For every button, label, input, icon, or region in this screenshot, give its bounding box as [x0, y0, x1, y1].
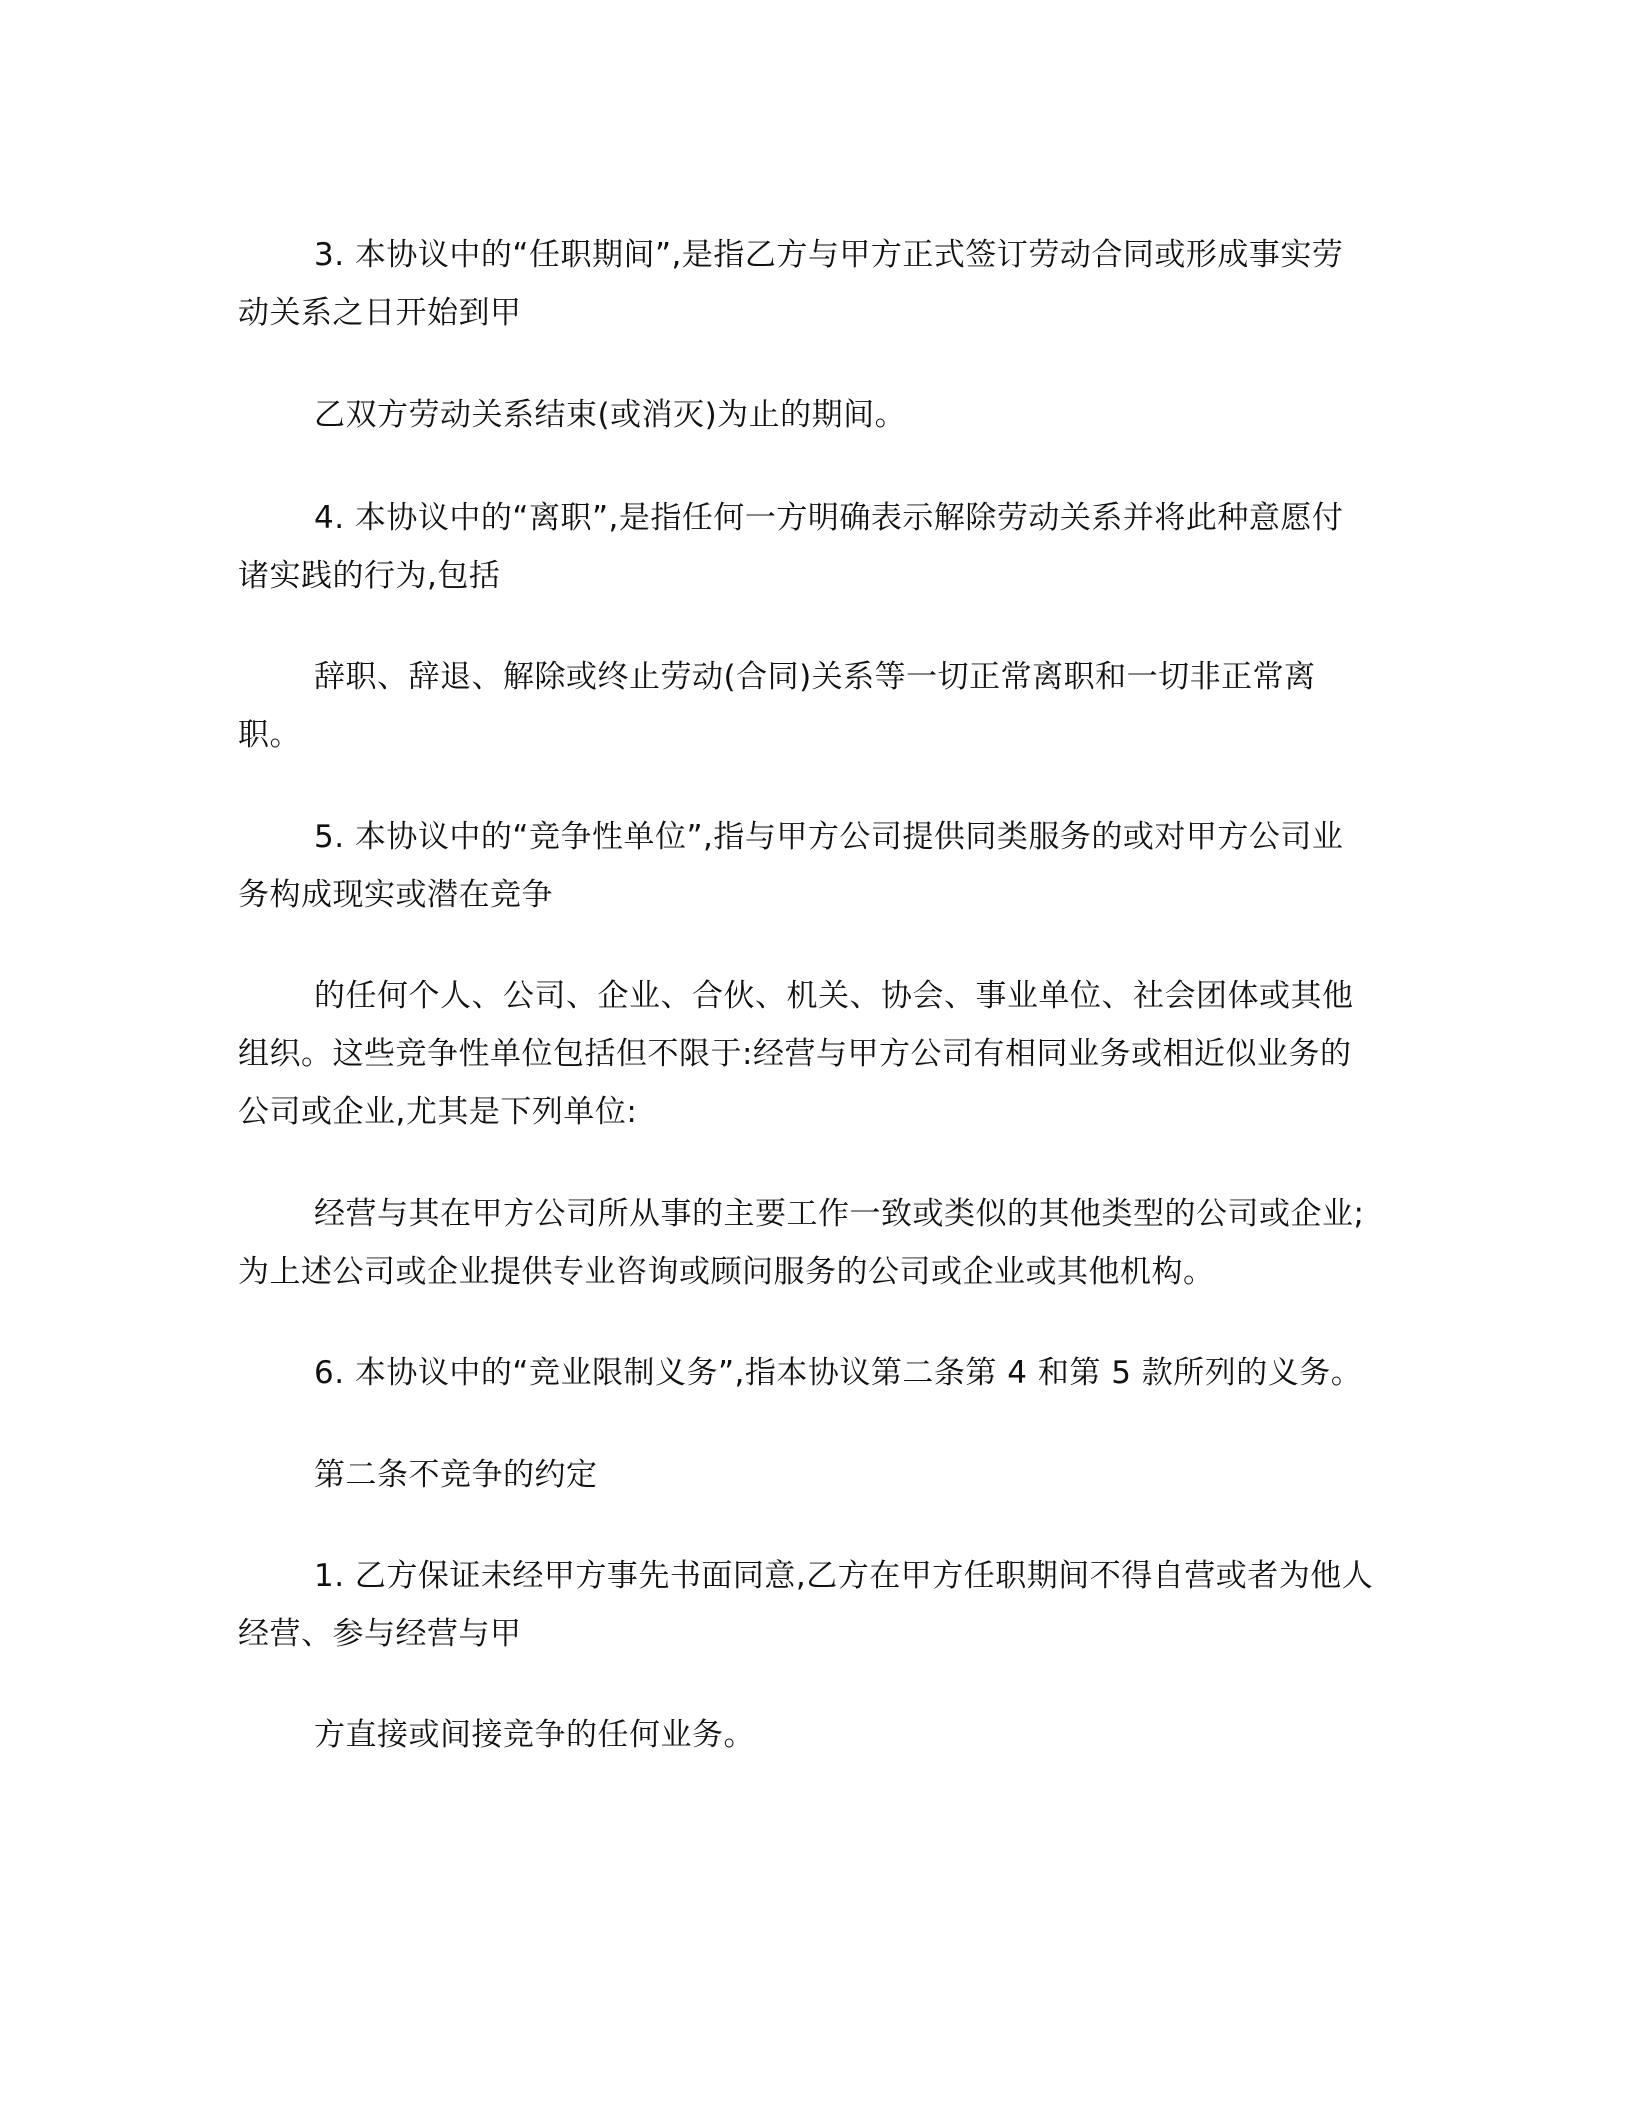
paragraph-clause-1-5: [238, 808, 1384, 924]
text-line: 3. 本协议中的“任职期间”,是指乙方与甲方正式签订劳动合同或形成事实劳: [314, 237, 1344, 273]
text-line: 经营、参与经营与甲: [238, 1616, 522, 1652]
paragraph-clause-1-6: [238, 1344, 1384, 1402]
text-line: 6. 本协议中的“竞业限制义务”,指本协议第二条第 4 和第 5 款所列的义务。: [314, 1355, 1363, 1391]
text-line: 务构成现实或潜在竞争: [238, 877, 553, 913]
text-line: 第二条不竞争的约定: [314, 1457, 598, 1493]
text-line: 为上述公司或企业提供专业咨询或顾问服务的公司或企业或其他机构。: [238, 1254, 1215, 1290]
text-line: 职。: [238, 717, 301, 753]
paragraph-clause-1-3-cont: [238, 386, 1384, 444]
paragraph-clause-1-5-cont: [238, 967, 1384, 1141]
text-line: 乙双方劳动关系结束(或消灭)为止的期间。: [314, 397, 907, 433]
text-line: 方直接或间接竞争的任何业务。: [314, 1717, 755, 1753]
text-line: 诸实践的行为,包括: [238, 558, 501, 594]
text-line: 组织。这些竞争性单位包括但不限于:经营与甲方公司有相同业务或相近似业务的: [238, 1036, 1352, 1072]
paragraph-competitor-list: [238, 1185, 1384, 1301]
paragraph-clause-1-4-cont: [238, 648, 1384, 764]
paragraph-clause-2-1: [238, 1547, 1384, 1663]
text-line: 1. 乙方保证未经甲方事先书面同意,乙方在甲方任职期间不得自营或者为他人: [314, 1558, 1374, 1594]
text-line: 的任何个人、公司、企业、合伙、机关、协会、事业单位、社会团体或其他: [314, 978, 1354, 1014]
paragraph-clause-2-1-cont: [238, 1706, 1384, 1764]
text-line: 公司或企业,尤其是下列单位:: [238, 1094, 638, 1130]
text-line: 经营与其在甲方公司所从事的主要工作一致或类似的其他类型的公司或企业;: [314, 1196, 1365, 1232]
paragraph-clause-1-4: [238, 489, 1384, 605]
section-heading-article-2: [238, 1446, 1384, 1504]
text-line: 4. 本协议中的“离职”,是指任何一方明确表示解除劳动关系并将此种意愿付: [314, 500, 1344, 536]
text-line: 动关系之日开始到甲: [238, 295, 522, 331]
paragraph-clause-1-3: [238, 226, 1384, 342]
text-line: 辞职、辞退、解除或终止劳动(合同)关系等一切正常离职和一切非正常离: [314, 659, 1316, 695]
text-line: 5. 本协议中的“竞争性单位”,指与甲方公司提供同类服务的或对甲方公司业: [314, 819, 1344, 855]
